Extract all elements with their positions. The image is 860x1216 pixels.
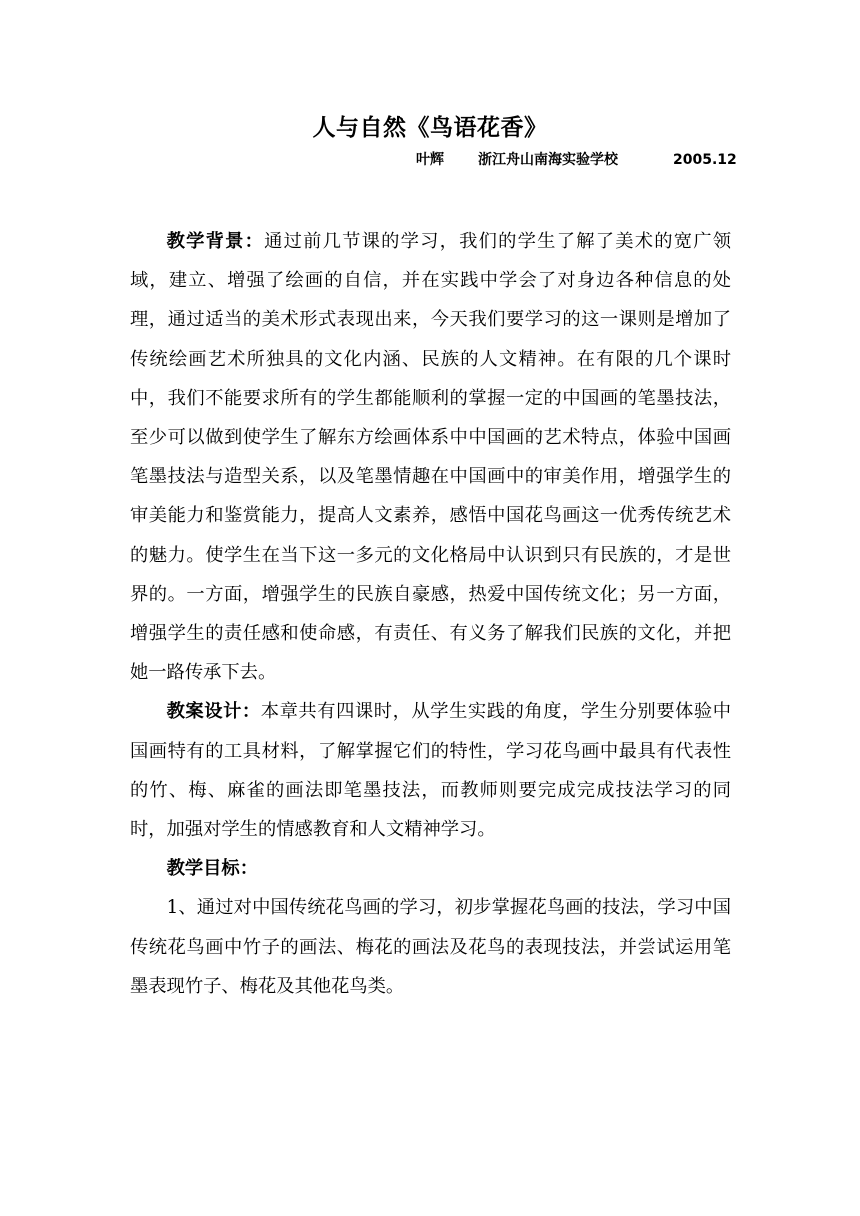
paragraph-background-text: 通过前几节课的学习，我们的学生了解了美术的宽广领域，建立、增强了绘画的自信，并在实践中学会了对身边各种信息的处理，通过适当的美术形式表现出来，今天我们要学习的这一课则是增加了传统绘画艺术所独具的文化内涵、民族的人文精神。在有限的几个课时中，我们不能要求所有的学生都能顺利的掌握一定的中国画的笔墨技法，至少可以做到使学生了解东方绘画体系中中国画的艺术特点，体验中国画笔墨技法与造型关系，以及笔墨情趣在中国画中的审美作用，增强学生的审美能力和鉴赏能力，提高人文素养，感悟中国花鸟画这一优秀传统艺术的魅力。使学生在当下这一多元的文化格局中认识到只有民族的，才是世界的。一方面，增强学生的民族自豪感，热爱中国传统文化；另一方面，增强学生的责任感和使命感，有责任、有义务了解我们民族的文化，并把她一路传承下去。 — [130, 231, 732, 684]
document-body — [130, 222, 731, 1006]
document-date: 2005.12 — [673, 152, 737, 168]
paragraph-lesson-design — [130, 692, 731, 849]
author-name: 叶辉 — [416, 152, 444, 168]
document-title: 人与自然《鸟语花香》 — [312, 115, 548, 141]
school-name: 浙江舟山南海实验学校 — [478, 152, 618, 168]
section-heading-lesson-design: 教案设计： — [166, 701, 261, 723]
paragraph-objectives — [130, 849, 731, 888]
section-heading-background: 教学背景： — [166, 231, 265, 252]
paragraph-background — [130, 222, 731, 692]
objective-item-1: 1、通过对中国传统花鸟画的学习，初步掌握花鸟画的技法，学习中国传统花鸟画中竹子的画法、梅花的画法及花鸟的表现技法，并尝试运用笔墨表现竹子、梅花及其他花鸟类。 — [130, 897, 731, 997]
section-heading-objectives: 教学目标： — [166, 858, 258, 880]
paragraph-lesson-design-text: 本章共有四课时，从学生实践的角度，学生分别要体验中国画特有的工具材料，了解掌握它们的特性，学习花鸟画中最具有代表性的竹、梅、麻雀的画法即笔墨技法，而教师则要完成完成技法学习的同时，加强对学生的情感教育和人文精神学习。 — [130, 701, 732, 841]
